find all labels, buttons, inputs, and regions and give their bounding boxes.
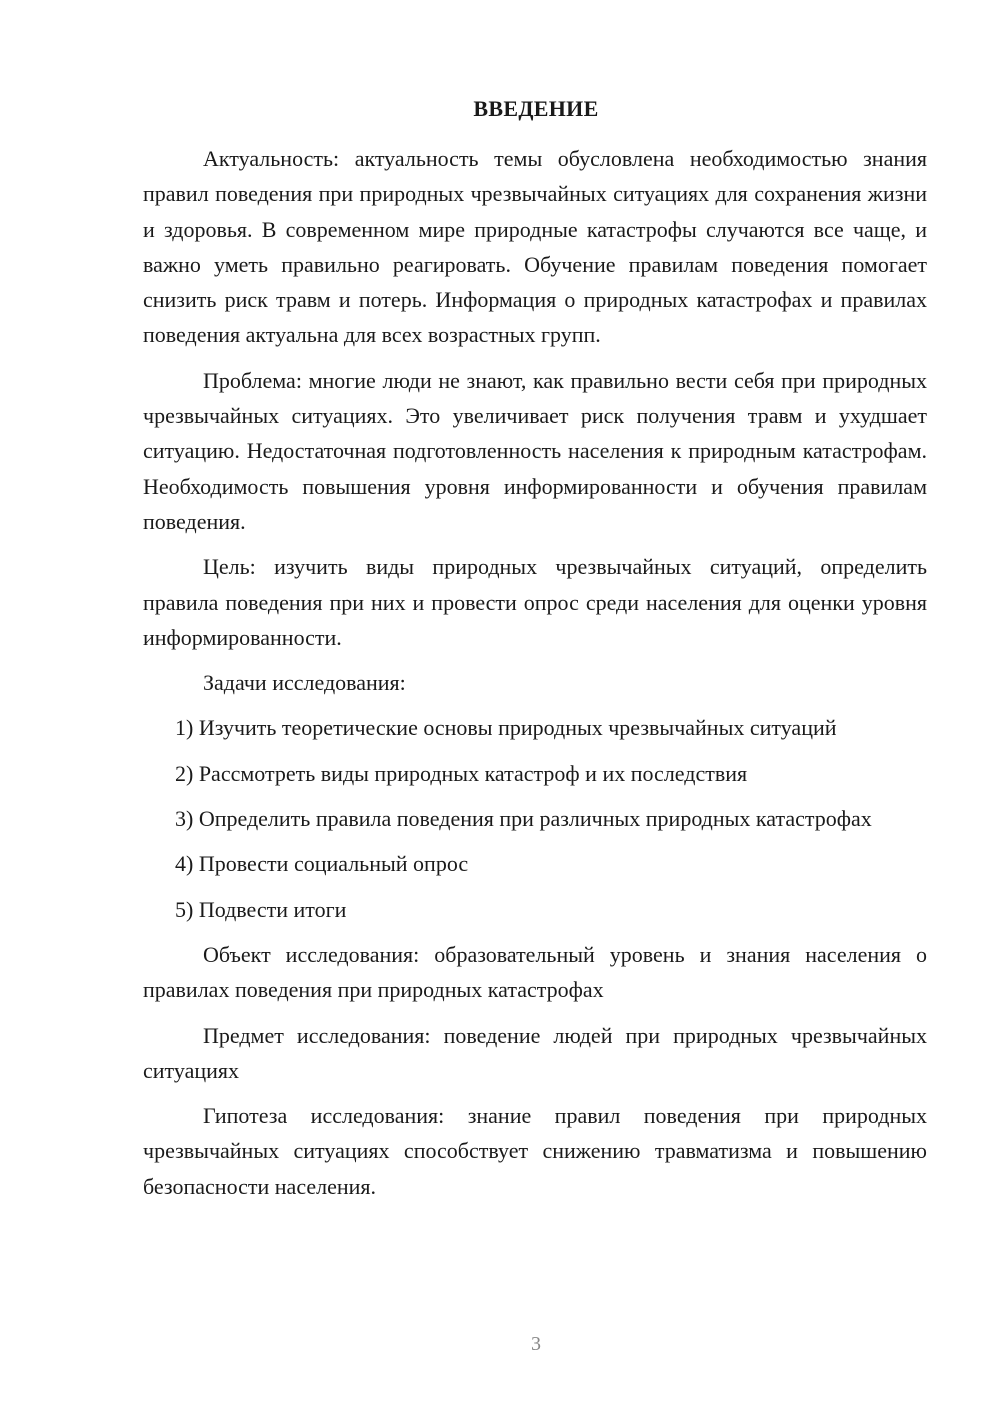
paragraph-problem: Проблема: многие люди не знают, как правильно вести себя при природных чрезвычайных ситуациях. Это увеличивает риск получения травм и ухудшает ситуацию. Недостаточная подготовленность населения к природным катастрофам. Необходимость повышения уровня информированности и обучения правилам поведения. <box>143 367 927 534</box>
section-title: ВВЕДЕНИЕ <box>473 96 599 121</box>
tasks-heading: Задачи исследования: <box>203 670 406 696</box>
paragraph-subject: Предмет исследования: поведение людей при природных чрезвычайных ситуациях <box>143 1022 927 1083</box>
body-text <box>143 141 927 1204</box>
task-item: 2) Рассмотреть виды природных катастроф и их последствия <box>175 760 748 786</box>
paragraph-relevance: Актуальность: актуальность темы обусловлена необходимостью знания правил поведения при природных чрезвычайных ситуациях для сохранения жизни и здоровья. В современном мире природные катастрофы случаются все чаще, и важно уметь правильно реагировать. Обучение правилам поведения помогает снизить риск травм и потерь. Информация о природных катастрофах и правилах поведения актуальна для всех возрастных групп. <box>143 146 927 348</box>
task-item: 4) Провести социальный опрос <box>175 851 469 877</box>
paragraph-hypothesis: Гипотеза исследования: знание правил поведения при природных чрезвычайных ситуациях способствует снижению травматизма и повышению безопасности населения. <box>143 1103 927 1199</box>
task-item: 5) Подвести итоги <box>175 896 347 922</box>
paragraph-goal: Цель: изучить виды природных чрезвычайных ситуаций, определить правила поведения при них и провести опрос среди населения для оценки уровня информированности. <box>143 554 927 650</box>
task-item: 1) Изучить теоретические основы природных чрезвычайных ситуаций <box>175 715 837 741</box>
task-item: 3) Определить правила поведения при различных природных катастрофах <box>175 806 872 832</box>
page-number: 3 <box>531 1333 541 1355</box>
paragraph-object: Объект исследования: образовательный уровень и знания населения о правилах поведения при природных катастрофах <box>143 941 927 1003</box>
